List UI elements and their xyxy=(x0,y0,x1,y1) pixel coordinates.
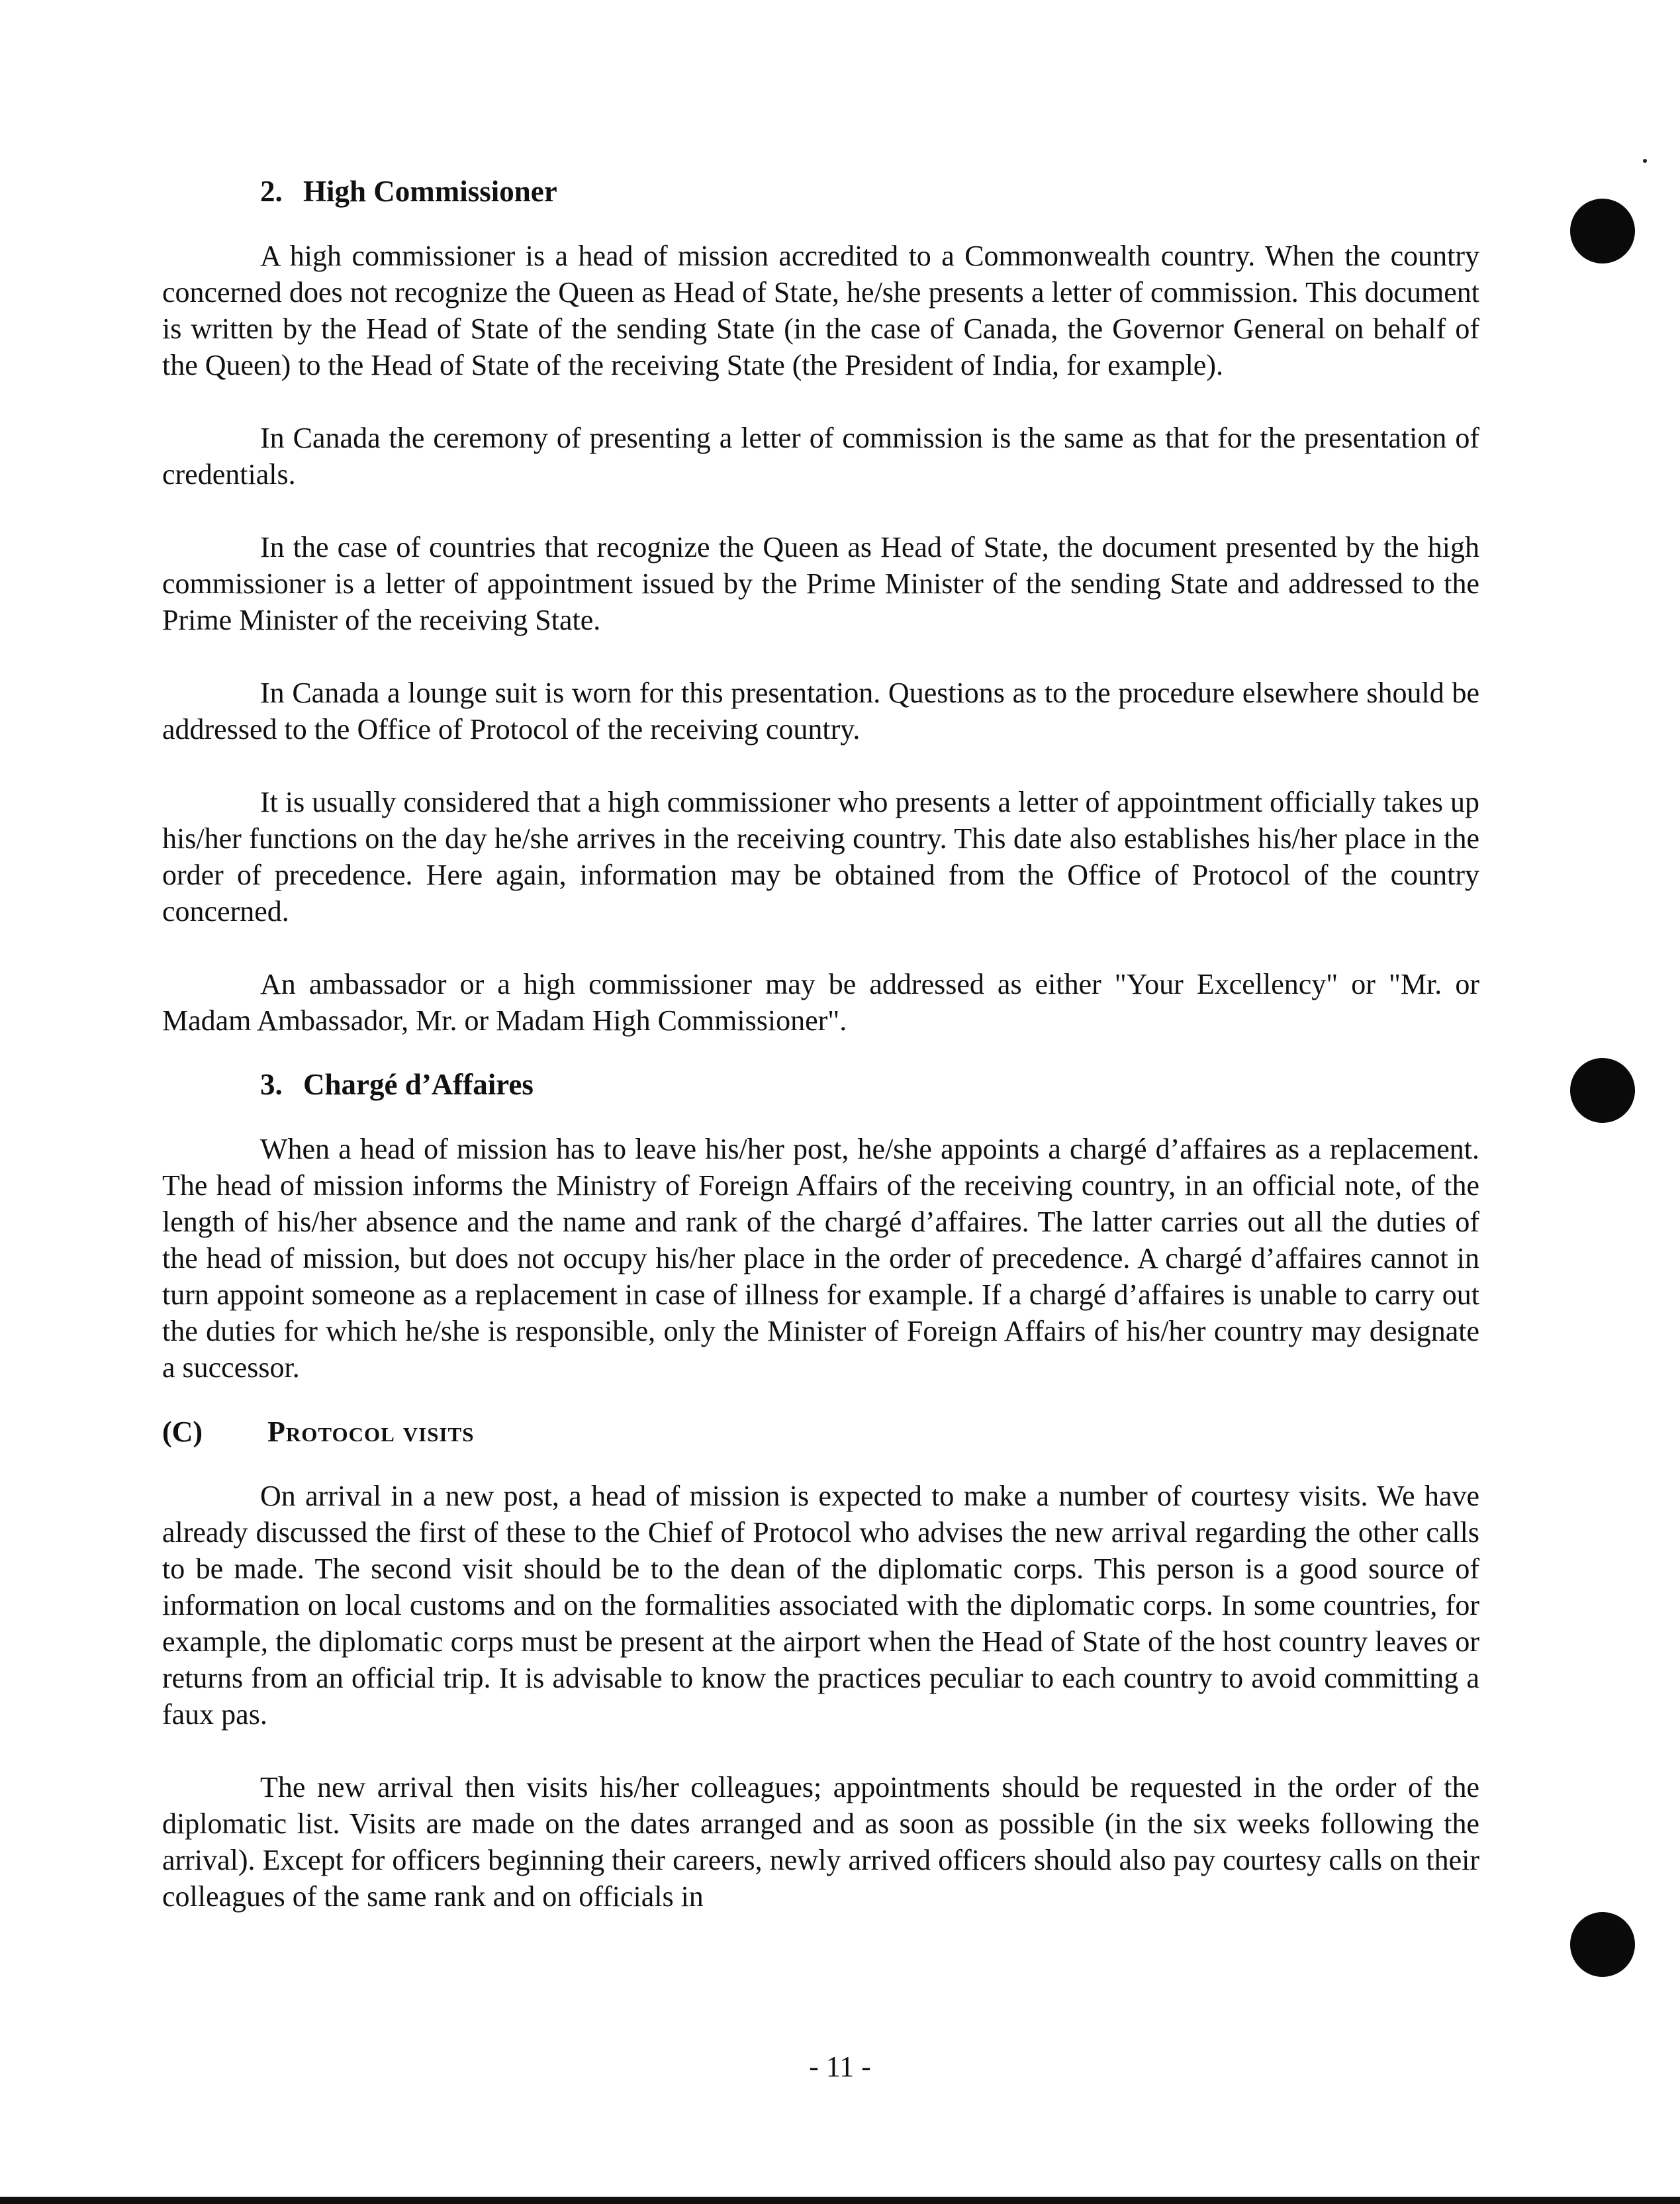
paragraph: In Canada a lounge suit is worn for this presentation. Questions as to the procedure elsewhere should be addressed to the Office of Protocol of the receiving country. xyxy=(162,677,1479,745)
section-letter: (C) xyxy=(162,1415,203,1448)
section-heading-high-commissioner xyxy=(162,173,1479,210)
scan-bottom-edge xyxy=(0,2197,1680,2204)
section-number: 2. xyxy=(260,175,283,208)
section-title: Protocol visits xyxy=(267,1415,475,1448)
section-heading-protocol-visits xyxy=(162,1413,1479,1450)
binder-hole-mark-top xyxy=(1570,199,1635,264)
paragraph: When a head of mission has to leave his/her post, he/she appoints a chargé d’affaires as a replacement. The head of mission informs the Ministry of Foreign Affairs of the receiving country, in an official note, of the length of his/her absence and the name and rank of the chargé d’affaires. The latter carries out all the duties of the head of mission, but does not occupy his/her place in the order of precedence. A chargé d’affaires cannot in turn appoint someone as a replacement in case of illness for example. If a chargé d’affaires is unable to carry out the duties for which he/she is responsible, only the Minister of Foreign Affairs of his/her country may designate a successor. xyxy=(162,1133,1479,1384)
section-title: High Commissioner xyxy=(303,175,557,208)
paragraph: A high commissioner is a head of mission accredited to a Commonwealth country. When the country concerned does not recognize the Queen as Head of State, he/she presents a letter of commission. This document is written by the Head of State of the sending State (in the case of Canada, the Governor General on behalf of the Queen) to the Head of State of the receiving State (the President of India, for example). xyxy=(162,240,1479,381)
paragraph: On arrival in a new post, a head of mission is expected to make a number of courtesy visits. We have already discussed the first of these to the Chief of Protocol who advises the new arrival regarding the other calls to be made. The second visit should be to the dean of the diplomatic corps. This person is a good source of information on local customs and on the formalities associated with the diplomatic corps. In some countries, for example, the diplomatic corps must be present at the airport when the Head of State of the host country leaves or returns from an official trip. It is advisable to know the practices peculiar to each country to avoid committing a faux pas. xyxy=(162,1480,1479,1731)
paragraph: The new arrival then visits his/her colleagues; appointments should be requested in the order of the diplomatic list. Visits are made on the dates arranged and as soon as possible (in the six weeks following the arrival). Except for officers beginning their careers, newly arrived officers should also pay courtesy calls on their colleagues of the same rank and on officials in xyxy=(162,1771,1479,1913)
section-heading-charge-daffaires xyxy=(162,1067,1479,1103)
paragraph: In Canada the ceremony of presenting a letter of commission is the same as that for the presentation of credentials. xyxy=(162,422,1479,491)
binder-hole-mark-bottom xyxy=(1570,1912,1635,1977)
paragraph: It is usually considered that a high commissioner who presents a letter of appointment officially takes up his/her functions on the day he/she arrives in the receiving country. This date also establishes his/her place in the order of precedence. Here again, information may be obtained from the Office of Protocol of the country concerned. xyxy=(162,786,1479,928)
document-body xyxy=(162,173,1479,1951)
scan-speck xyxy=(1643,159,1647,163)
paragraph: In the case of countries that recognize the Queen as Head of State, the document presented by the high commissioner is a letter of appointment issued by the Prime Minister of the sending State and addressed to the Prime Minister of the receiving State. xyxy=(162,531,1479,636)
section-number: 3. xyxy=(260,1068,283,1101)
section-title: Chargé d’Affaires xyxy=(303,1068,534,1101)
page-number: - 11 - xyxy=(809,2050,871,2083)
binder-hole-mark-middle xyxy=(1570,1058,1635,1123)
paragraph: An ambassador or a high commissioner may be addressed as either "Your Excellency" or "Mr. or Madam Ambassador, Mr. or Madam High Commissioner". xyxy=(162,968,1479,1037)
